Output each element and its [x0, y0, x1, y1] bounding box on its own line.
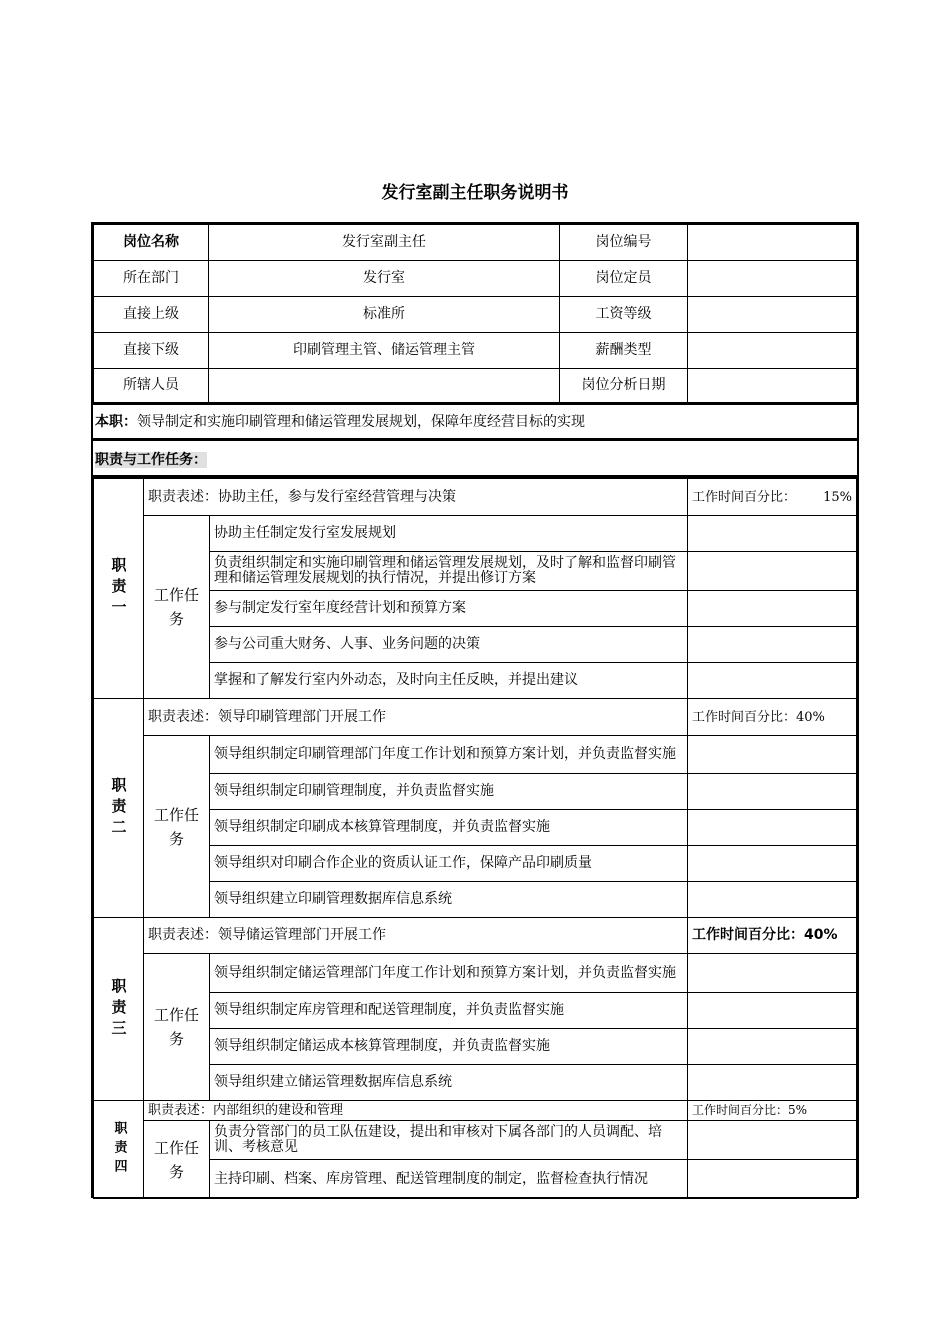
task-extra — [688, 1121, 857, 1160]
task-extra — [688, 552, 857, 591]
label-subordinate: 直接下级 — [94, 333, 209, 369]
label-position-code: 岗位编号 — [560, 225, 688, 261]
header-row — [94, 333, 857, 369]
header-info-table — [91, 222, 859, 404]
percent-value: 15% — [823, 489, 852, 505]
task-extra — [688, 627, 857, 663]
duty-percent — [688, 918, 857, 954]
duty-name: 职责二 — [94, 699, 144, 918]
task-extra — [688, 736, 857, 774]
page-title: 发行室副主任职务说明书 — [381, 183, 569, 203]
value-pay-type — [688, 333, 857, 369]
task-text: 领导组织建立印刷管理数据库信息系统 — [210, 882, 688, 918]
duty-desc: 职责表述：领导储运管理部门开展工作 — [144, 918, 688, 954]
duty-percent — [688, 479, 857, 516]
task-text: 负责分管部门的员工队伍建设，提出和审核对下属各部门的人员调配、培训、考核意见 — [210, 1121, 688, 1160]
task-text: 参与公司重大财务、人事、业务问题的决策 — [210, 627, 688, 663]
task-text: 领导组织建立储运管理数据库信息系统 — [210, 1065, 688, 1101]
task-label: 工作任务 — [144, 954, 210, 1101]
percent-value: 5% — [788, 1103, 808, 1117]
task-extra — [688, 810, 857, 846]
task-text: 领导组织对印刷合作企业的资质认证工作，保障产品印刷质量 — [210, 846, 688, 882]
task-extra — [688, 774, 857, 810]
task-text: 领导组织制定储运成本核算管理制度，并负责监督实施 — [210, 1029, 688, 1065]
task-extra — [688, 1160, 857, 1199]
percent-value: 40% — [796, 709, 825, 725]
label-pay-type: 薪酬类型 — [560, 333, 688, 369]
main-duty-text: 领导制定和实施印刷管理和储运管理发展规划，保障年度经营目标的实现 — [137, 414, 585, 430]
label-position-name: 岗位名称 — [94, 225, 209, 261]
duty-name: 职责一 — [94, 479, 144, 699]
task-row — [94, 1121, 857, 1160]
duty-desc: 职责表述：内部组织的建设和管理 — [144, 1101, 688, 1121]
task-extra — [688, 882, 857, 918]
task-extra — [688, 1065, 857, 1101]
percent-label: 工作时间百分比： — [692, 489, 797, 505]
header-row — [94, 261, 857, 297]
value-department: 发行室 — [209, 261, 560, 297]
value-position-code — [688, 225, 857, 261]
task-text: 协助主任制定发行室发展规划 — [210, 516, 688, 552]
label-department: 所在部门 — [94, 261, 209, 297]
value-position-name: 发行室副主任 — [209, 225, 560, 261]
task-text: 领导组织制定印刷管理制度，并负责监督实施 — [210, 774, 688, 810]
task-label: 工作任务 — [144, 516, 210, 699]
task-row — [94, 516, 857, 552]
value-headcount — [688, 261, 857, 297]
task-text: 领导组织制定储运管理部门年度工作计划和预算方案计划，并负责监督实施 — [210, 954, 688, 993]
duty-desc-row — [94, 1101, 857, 1121]
task-extra — [688, 516, 857, 552]
task-row — [94, 954, 857, 993]
duty-name: 职责三 — [94, 918, 144, 1101]
value-staff — [209, 369, 560, 403]
main-duty-label: 本职： — [95, 414, 137, 430]
duty-name: 职责四 — [94, 1101, 144, 1199]
value-salary-grade — [688, 297, 857, 333]
task-extra — [688, 846, 857, 882]
label-staff: 所辖人员 — [94, 369, 209, 403]
duty-desc-row — [94, 699, 857, 736]
task-text: 主持印刷、档案、库房管理、配送管理制度的制定，监督检查执行情况 — [210, 1160, 688, 1199]
task-extra — [688, 954, 857, 993]
percent-label: 工作时间百分比： — [692, 709, 797, 725]
duty-percent — [688, 1101, 857, 1121]
task-text: 领导组织制定库房管理和配送管理制度，并负责监督实施 — [210, 993, 688, 1029]
label-salary-grade: 工资等级 — [560, 297, 688, 333]
value-subordinate: 印刷管理主管、储运管理主管 — [209, 333, 560, 369]
header-row — [94, 297, 857, 333]
task-label: 工作任务 — [144, 1121, 210, 1199]
duties-header-row — [91, 439, 859, 477]
value-analysis-date — [688, 369, 857, 403]
percent-label: 工作时间百分比： — [692, 927, 804, 943]
task-extra — [688, 591, 857, 627]
header-row — [94, 225, 857, 261]
task-extra — [688, 993, 857, 1029]
duty-desc-row — [94, 479, 857, 516]
header-row — [94, 369, 857, 403]
label-analysis-date: 岗位分析日期 — [560, 369, 688, 403]
duty-percent — [688, 699, 857, 736]
task-text: 领导组织制定印刷成本核算管理制度，并负责监督实施 — [210, 810, 688, 846]
task-text: 参与制定发行室年度经营计划和预算方案 — [210, 591, 688, 627]
label-headcount: 岗位定员 — [560, 261, 688, 297]
duties-table — [91, 476, 859, 1198]
duties-header: 职责与工作任务： — [95, 452, 207, 468]
duty-desc: 职责表述：协助主任，参与发行室经营管理与决策 — [144, 479, 688, 516]
task-row — [94, 736, 857, 774]
duty-desc: 职责表述：领导印刷管理部门开展工作 — [144, 699, 688, 736]
value-superior: 标准所 — [209, 297, 560, 333]
task-text: 领导组织制定印刷管理部门年度工作计划和预算方案计划，并负责监督实施 — [210, 736, 688, 774]
percent-label: 工作时间百分比： — [692, 1103, 789, 1117]
label-superior: 直接上级 — [94, 297, 209, 333]
task-label: 工作任务 — [144, 736, 210, 918]
task-extra — [688, 1029, 857, 1065]
main-duty-row — [91, 403, 859, 440]
task-text: 掌握和了解发行室内外动态，及时向主任反映，并提出建议 — [210, 663, 688, 699]
task-extra — [688, 663, 857, 699]
percent-value: 40% — [804, 927, 838, 943]
duty-desc-row — [94, 918, 857, 954]
task-text: 负责组织制定和实施印刷管理和储运管理发展规划，及时了解和监督印刷管理和储运管理发展规划的执行情况，并提出修订方案 — [210, 552, 688, 591]
